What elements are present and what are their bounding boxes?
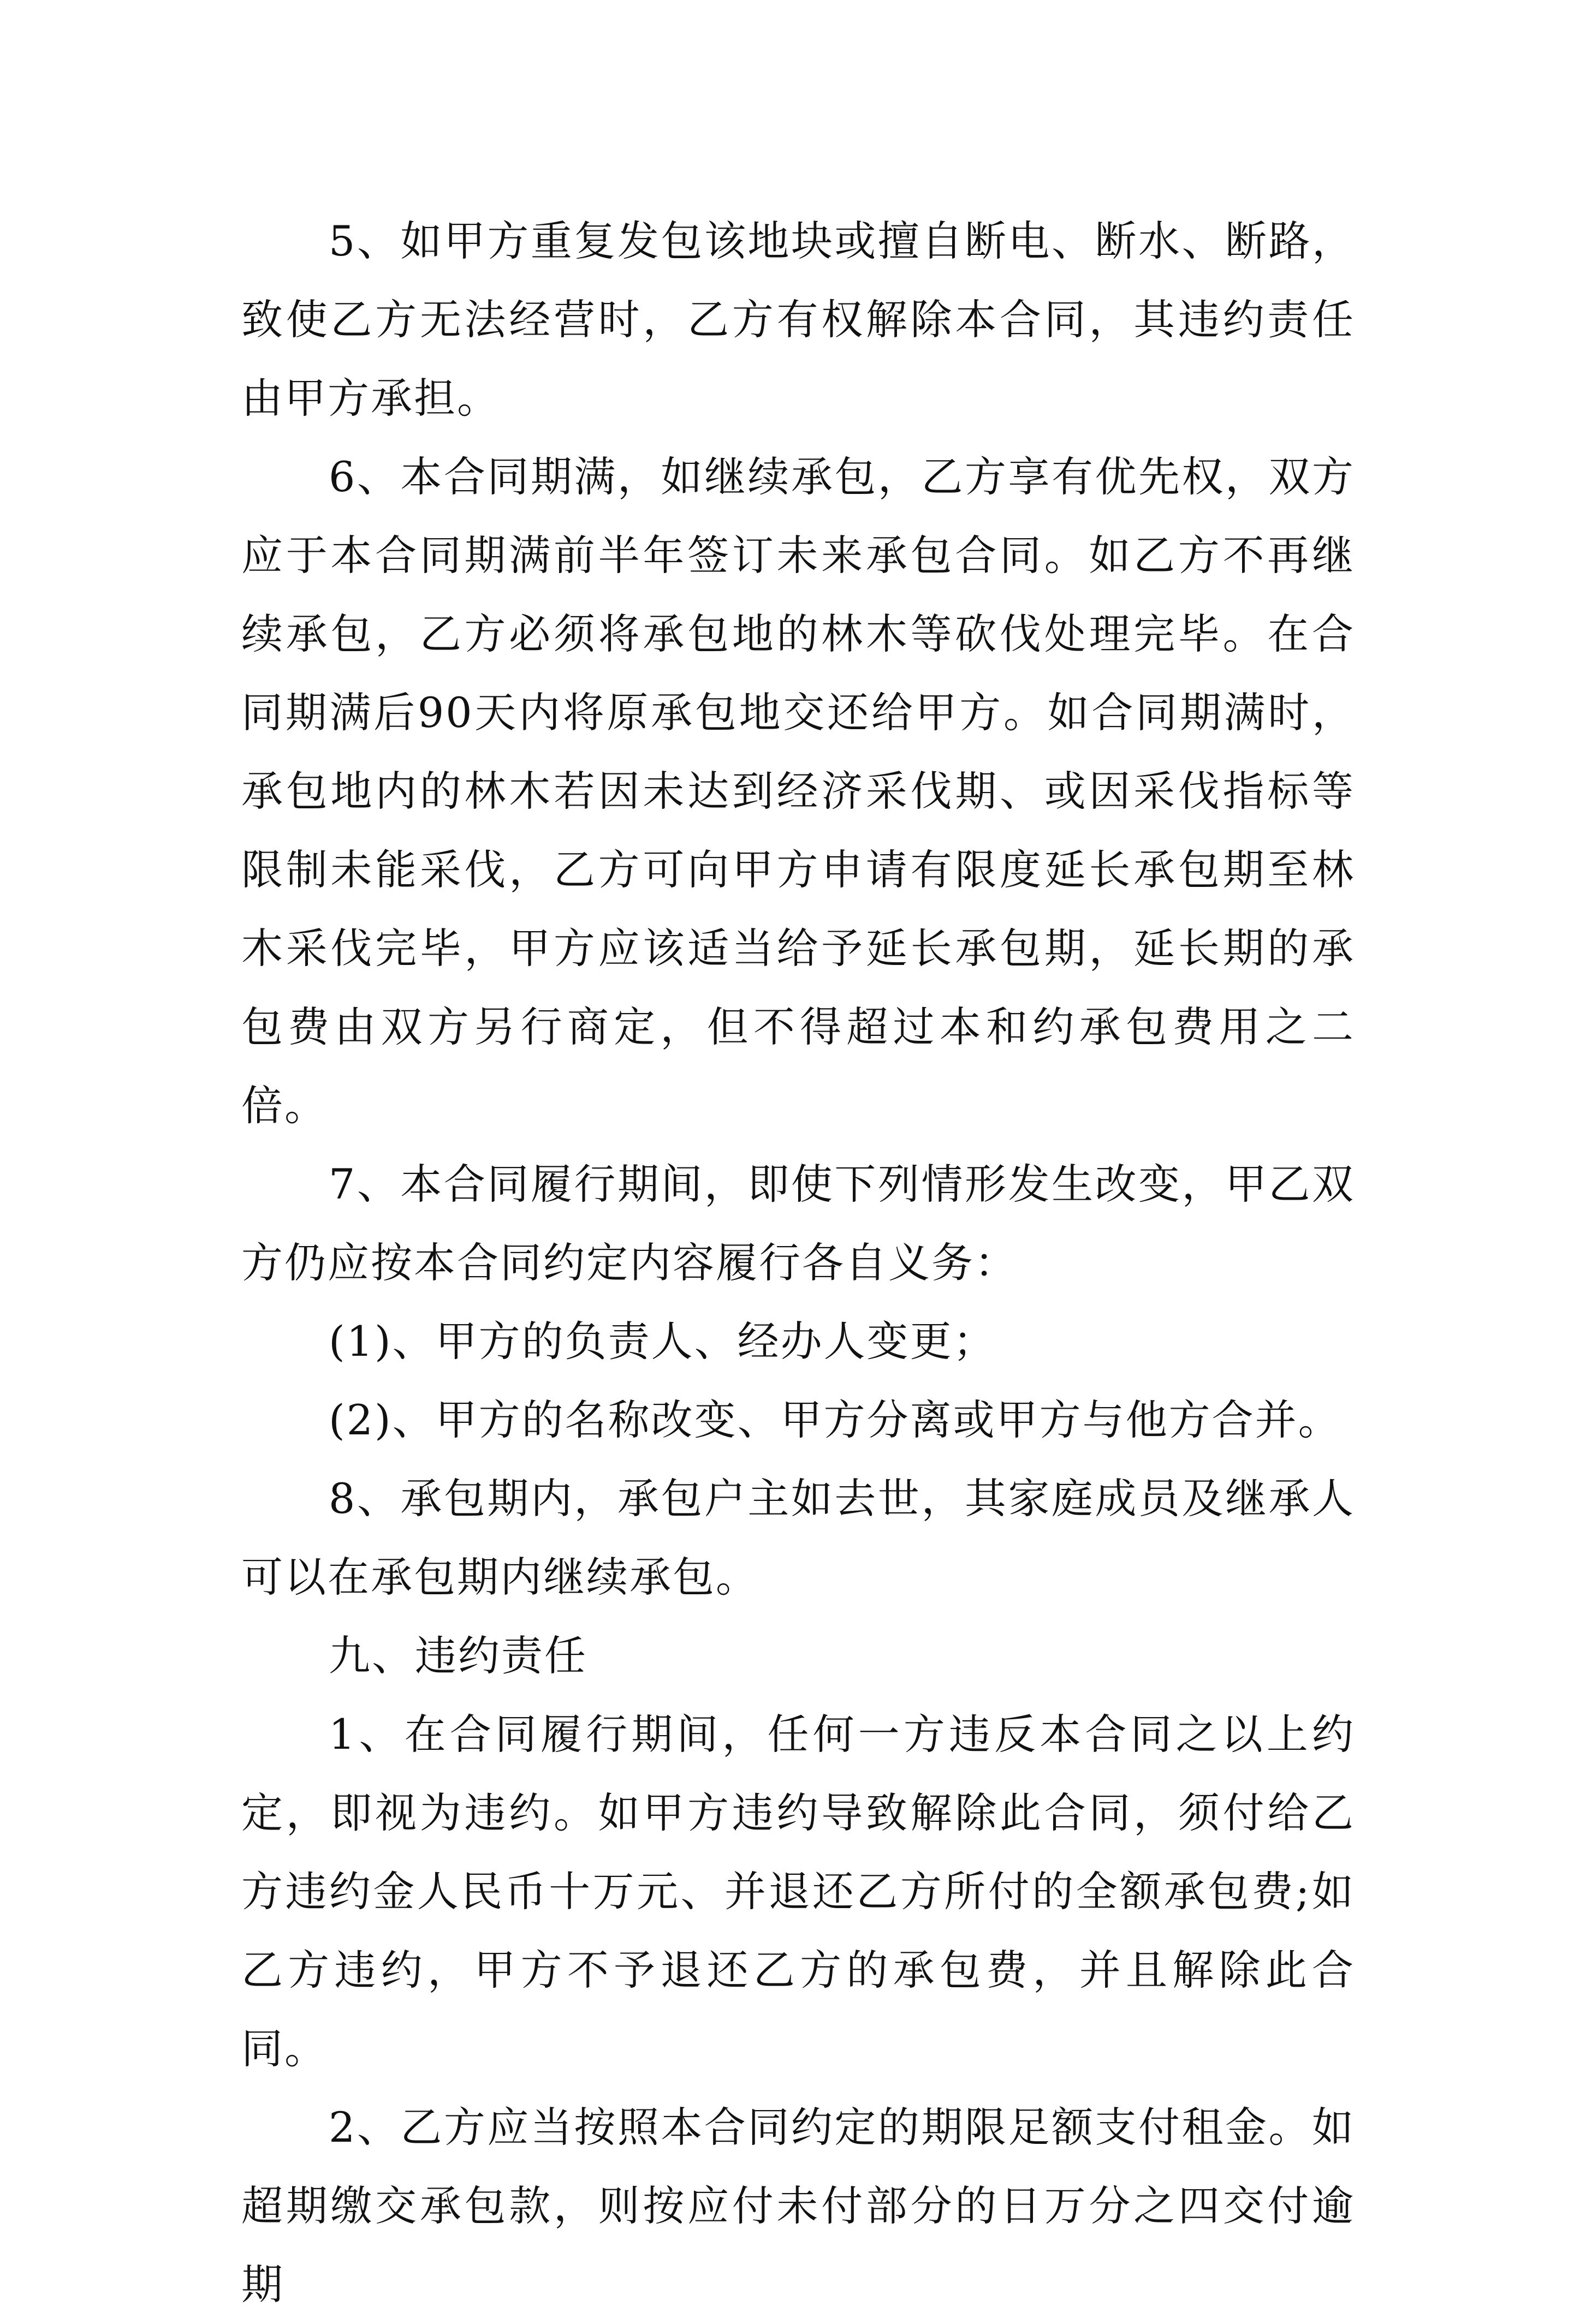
breach-clause-2-paragraph: 2、乙方应当按照本合同约定的期限足额支付租金。如超期缴交承包款，则按应付未付部分的日万分之四交付逾期 <box>241 2103 1355 2309</box>
section-heading-breach-liability: 九、违约责任 <box>329 1631 587 1680</box>
breach-clause-1-paragraph: 1、在合同履行期间，任何一方违反本合同之以上约定，即视为违约。如甲方违约导致解除此合同，须付给乙方违约金人民币十万元、并退还乙方所付的全额承包费;如乙方违约，甲方不予退还乙方的承包费，并且解除此合同。 <box>241 1710 1355 2073</box>
clause-8-paragraph: 8、承包期内，承包户主如去世，其家庭成员及继承人可以在承包期内继续承包。 <box>241 1474 1355 1601</box>
clause-7-item-2: (2)、甲方的名称改变、甲方分离或甲方与他方合并。 <box>329 1396 1341 1444</box>
contract-body <box>241 202 1355 2324</box>
clause-7-item-1: (1)、甲方的负责人、经办人变更； <box>329 1317 996 1366</box>
clause-5-paragraph: 5、如甲方重复发包该地块或擅自断电、断水、断路，致使乙方无法经营时，乙方有权解除本合同，其违约责任由甲方承担。 <box>241 217 1355 422</box>
clause-7-paragraph: 7、本合同履行期间，即使下列情形发生改变，甲乙双方仍应按本合同约定内容履行各自义务： <box>241 1160 1355 1287</box>
clause-6-paragraph: 6、本合同期满，如继续承包，乙方享有优先权，双方应于本合同期满前半年签订未来承包合同。如乙方不再继续承包，乙方必须将承包地的林木等砍伐处理完毕。在合同期满后90天内将原承包地交还给甲方。如合同期满时，承包地内的林木若因未达到经济采伐期、或因采伐指标等限制未能采伐，乙方可向甲方申请有限度延长承包期至林木采伐完毕，甲方应该适当给予延长承包期，延长期的承包费由双方另行商定，但不得超过本和约承包费用之二倍。 <box>241 452 1355 1130</box>
